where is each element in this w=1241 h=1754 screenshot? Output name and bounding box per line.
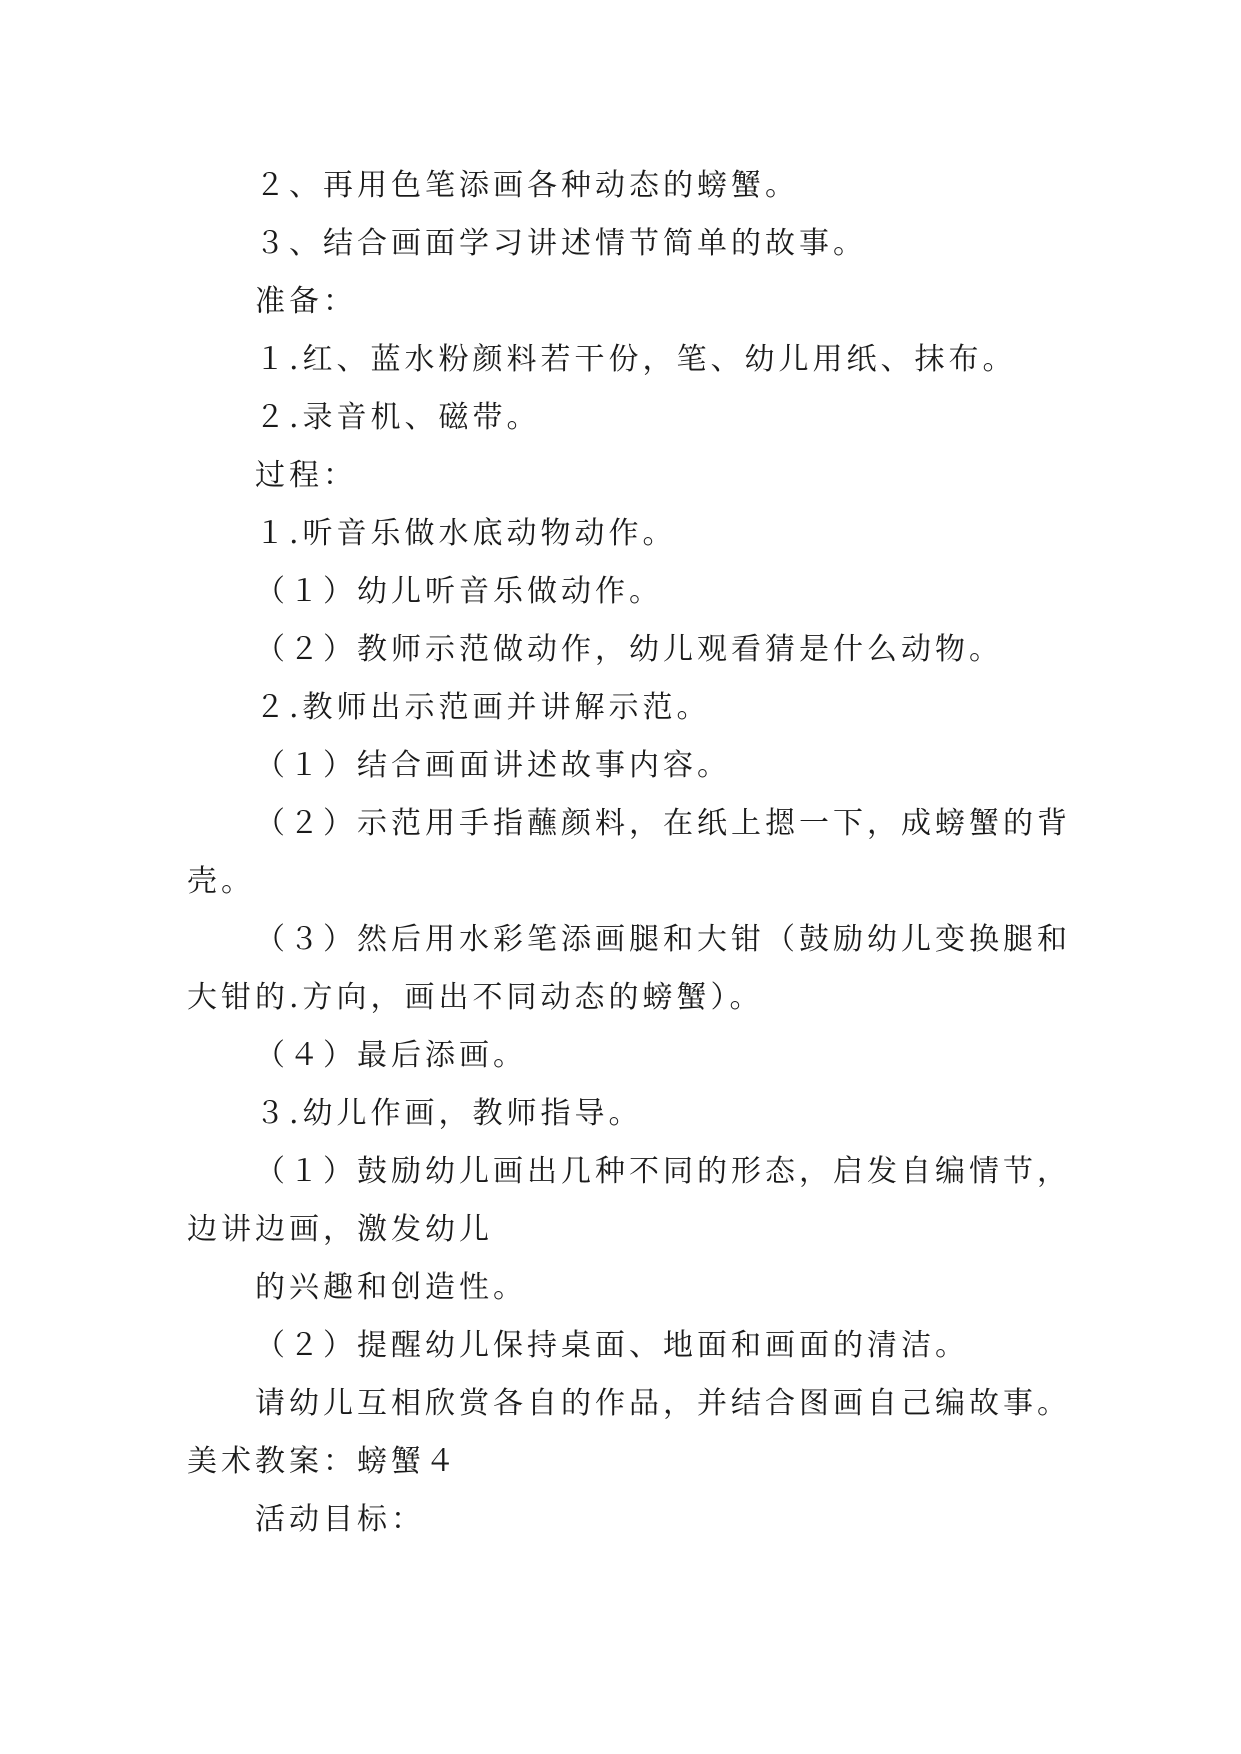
preparation-heading: 准备： xyxy=(255,284,357,319)
process-step-3-sub-1: （１）鼓励幼儿画出几种不同的形态，启发自编情节， xyxy=(255,1154,1071,1189)
preparation-item-2: ２.录音机、磁带。 xyxy=(255,400,541,435)
objectives-heading: 活动目标： xyxy=(255,1502,425,1537)
section-title: 美术教案：螃蟹４ xyxy=(187,1444,459,1479)
process-step-2-sub-3: （３）然后用水彩笔添画腿和大钳（鼓励幼儿变换腿和 xyxy=(255,922,1071,957)
process-step-2-sub-1: （１）结合画面讲述故事内容。 xyxy=(255,748,731,783)
process-step-1-sub-1: （１）幼儿听音乐做动作。 xyxy=(255,574,663,609)
goal-2-line: ２、再用色笔添画各种动态的螃蟹。 xyxy=(255,168,799,203)
process-step-3: ３.幼儿作画，教师指导。 xyxy=(255,1096,643,1131)
process-step-2-sub-2: （２）示范用手指蘸颜料，在纸上摁一下，成螃蟹的背 xyxy=(255,806,1071,841)
process-step-2: ２.教师出示范画并讲解示范。 xyxy=(255,690,711,725)
process-step-2-sub-3-cont: 大钳的.方向，画出不同动态的螃蟹）。 xyxy=(187,980,764,1015)
process-step-2-sub-2-cont: 壳。 xyxy=(187,864,255,899)
preparation-item-1: １.红、蓝水粉颜料若干份，笔、幼儿用纸、抹布。 xyxy=(255,342,1017,377)
goal-3-line: ３、结合画面学习讲述情节简单的故事。 xyxy=(255,226,867,261)
process-step-3-sub-2: （２）提醒幼儿保持桌面、地面和画面的清洁。 xyxy=(255,1328,969,1363)
process-step-1: １.听音乐做水底动物动作。 xyxy=(255,516,677,551)
closing-activity: 请幼儿互相欣赏各自的作品，并结合图画自己编故事。 xyxy=(255,1386,1071,1421)
process-heading: 过程： xyxy=(255,458,357,493)
process-step-3-sub-1-cont: 边讲边画，激发幼儿 xyxy=(187,1212,493,1247)
process-step-1-sub-2: （２）教师示范做动作，幼儿观看猜是什么动物。 xyxy=(255,632,1003,667)
process-step-3-sub-1-cont-2: 的兴趣和创造性。 xyxy=(255,1270,527,1305)
process-step-2-sub-4: （４）最后添画。 xyxy=(255,1038,527,1073)
